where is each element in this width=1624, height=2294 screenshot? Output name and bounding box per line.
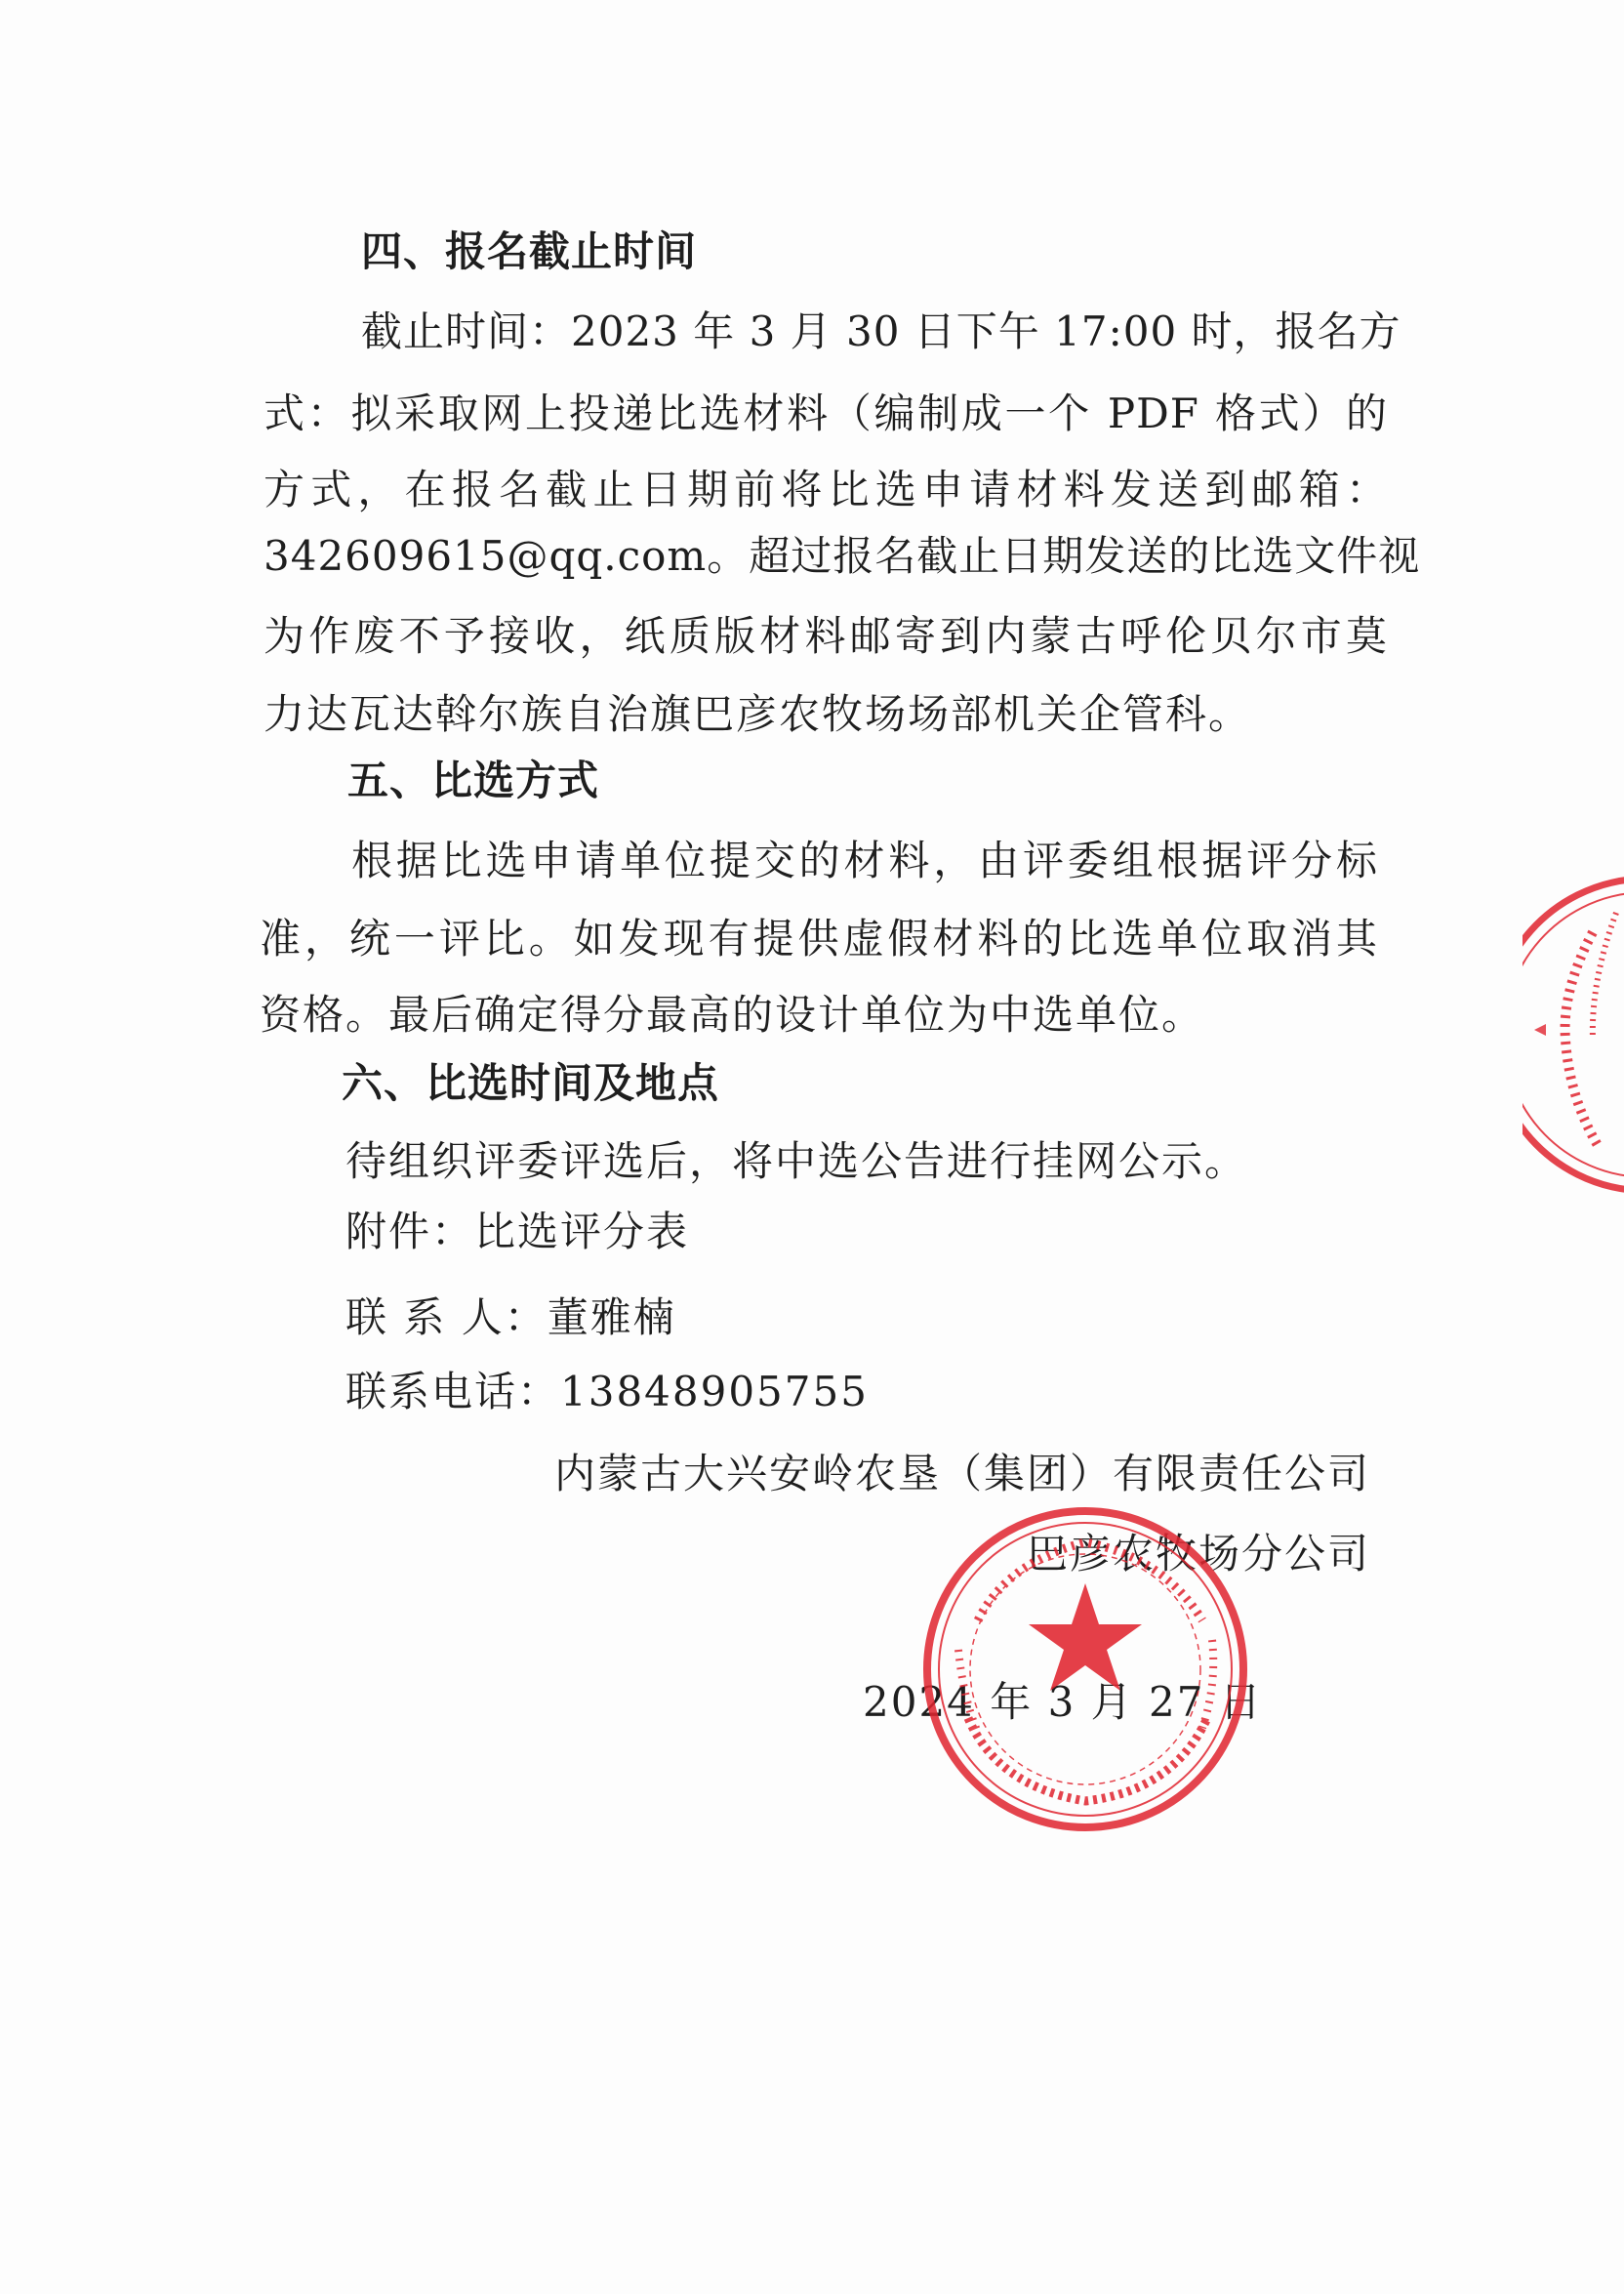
section-4-line-3: 方式，在报名截止日期前将比选申请材料发送到邮箱： bbox=[264, 466, 1388, 513]
section-4-line-5: 为作废不予接收，纸质版材料邮寄到内蒙古呼伦贝尔市莫 bbox=[264, 612, 1388, 660]
signature-date: 2024 年 3 月 27 日 bbox=[863, 1678, 1263, 1726]
edge-seal bbox=[1522, 874, 1624, 1196]
company-seal bbox=[919, 1503, 1251, 1835]
section-4-line-1: 截止时间：2023 年 3 月 30 日下午 17:00 时，报名方 bbox=[361, 307, 1401, 355]
section-6-line: 待组织评委评选后，将中选公告进行挂网公示。 bbox=[345, 1137, 1248, 1185]
attachment-line: 附件：比选评分表 bbox=[345, 1208, 690, 1255]
section-4-line-6: 力达瓦达斡尔族自治旗巴彦农牧场场部机关企管科。 bbox=[264, 690, 1252, 738]
section-5-line-1: 根据比选申请单位提交的材料，由评委组根据评分标 bbox=[351, 837, 1378, 884]
section-5-line-2: 准，统一评比。如发现有提供虚假材料的比选单位取消其 bbox=[260, 915, 1378, 963]
contact-person: 联 系 人：董雅楠 bbox=[345, 1293, 676, 1341]
section-5-line-3: 资格。最后确定得分最高的设计单位为中选单位。 bbox=[260, 991, 1205, 1039]
section-6-heading: 六、比选时间及地点 bbox=[342, 1059, 720, 1107]
contact-phone: 联系电话：13848905755 bbox=[345, 1368, 869, 1415]
section-4-line-4: 342609615@qq.com。超过报名截止日期发送的比选文件视 bbox=[264, 532, 1421, 580]
section-4-heading: 四、报名截止时间 bbox=[361, 227, 698, 275]
signature-branch: 巴彦农牧场分公司 bbox=[1026, 1530, 1370, 1577]
signature-company: 内蒙古大兴安岭农垦（集团）有限责任公司 bbox=[553, 1450, 1370, 1497]
section-4-line-2: 式：拟采取网上投递比选材料（编制成一个 PDF 格式）的 bbox=[264, 389, 1388, 437]
section-5-heading: 五、比选方式 bbox=[347, 757, 600, 804]
